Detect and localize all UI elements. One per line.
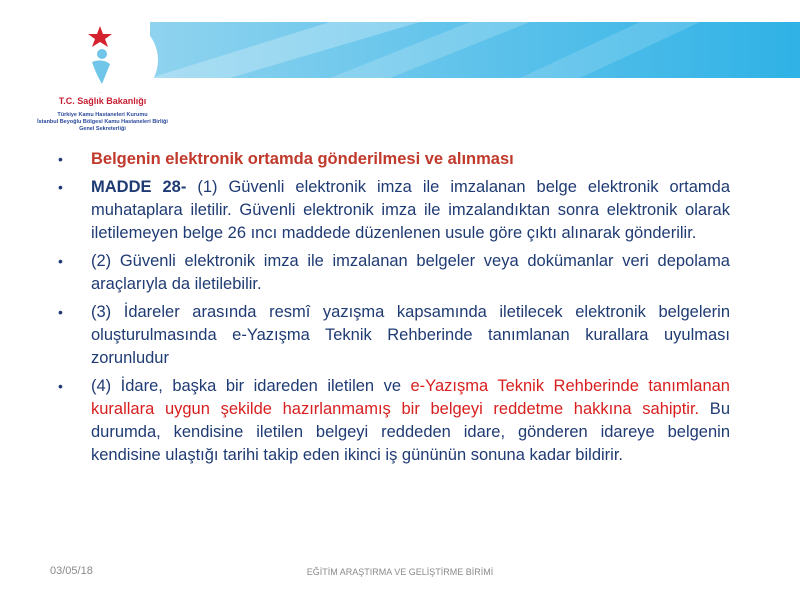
paragraph-text-prefix: (4) İdare, başka bir idareden iletilen ve [91,377,411,395]
paragraph-text-suffix: Bu durumda, kendisine iletilen belgeyi reddeden idare, gönderen idareye belgenin kendisine ulaştığı tarihi takip eden ikinci iş gününün sonuna kadar bildirir. [91,400,730,464]
bullet-icon: • [58,304,63,320]
list-item [58,301,730,370]
highlighted-text: e-Yazışma Teknik Rehberinde tanımlanan kurallara uygun şekilde hazırlanmamış bir belgeyi reddetme hakkına sahiptir. [91,377,730,418]
paragraph-text: (2) Güvenli elektronik imza ile imzalanan belgeler veya dokümanlar veri depolama araçlarıyla da iletilebilir. [91,252,730,293]
bullet-icon: • [58,253,63,269]
list-item [58,250,730,296]
ministry-logo [20,22,190,142]
logo-subtitle-line3: Genel Sekreterliği [79,126,126,132]
footer-unit-name: EĞİTİM ARAŞTIRMA VE GELİŞTİRME BİRİMİ [306,567,494,577]
bullet-list [58,148,730,472]
list-item [58,148,730,171]
article-label: MADDE 28- [91,178,187,196]
article-text: (1) Güvenli elektronik imza ile imzalanan belge elektronik ortamda muhataplara iletilir. Güvenli elektronik imza ile imzalandıktan sonra elektronik olarak iletilemeyen belge 26 ıncı maddede düzenlenen usule göre çıktı alınarak gönderilir. [91,178,731,242]
logo-subtitle-line2: İstanbul Beyoğlu Bölgesi Kamu Hastaneleri Birliği [37,119,168,125]
paragraph-text: (3) İdareler arasında resmî yazışma kapsamında iletilecek elektronik belgelerin oluşturulmasında e-Yazışma Teknik Rehberinde tanımlanan kurallara uyulması zorunludur [91,303,730,367]
bullet-icon: • [58,378,63,394]
bullet-icon: • [58,151,63,167]
list-item [58,375,730,467]
list-item [58,176,730,245]
logo-subtitle-line1: Türkiye Kamu Hastaneleri Kurumu [57,112,148,118]
footer-date: 03/05/18 [50,565,93,577]
bullet-icon: • [58,179,63,195]
crescent-star-logo-icon [62,22,132,100]
logo-title: T.C. Sağlık Bakanlığı [58,96,147,106]
section-heading: Belgenin elektronik ortamda gönderilmesi ve alınması [91,150,514,168]
